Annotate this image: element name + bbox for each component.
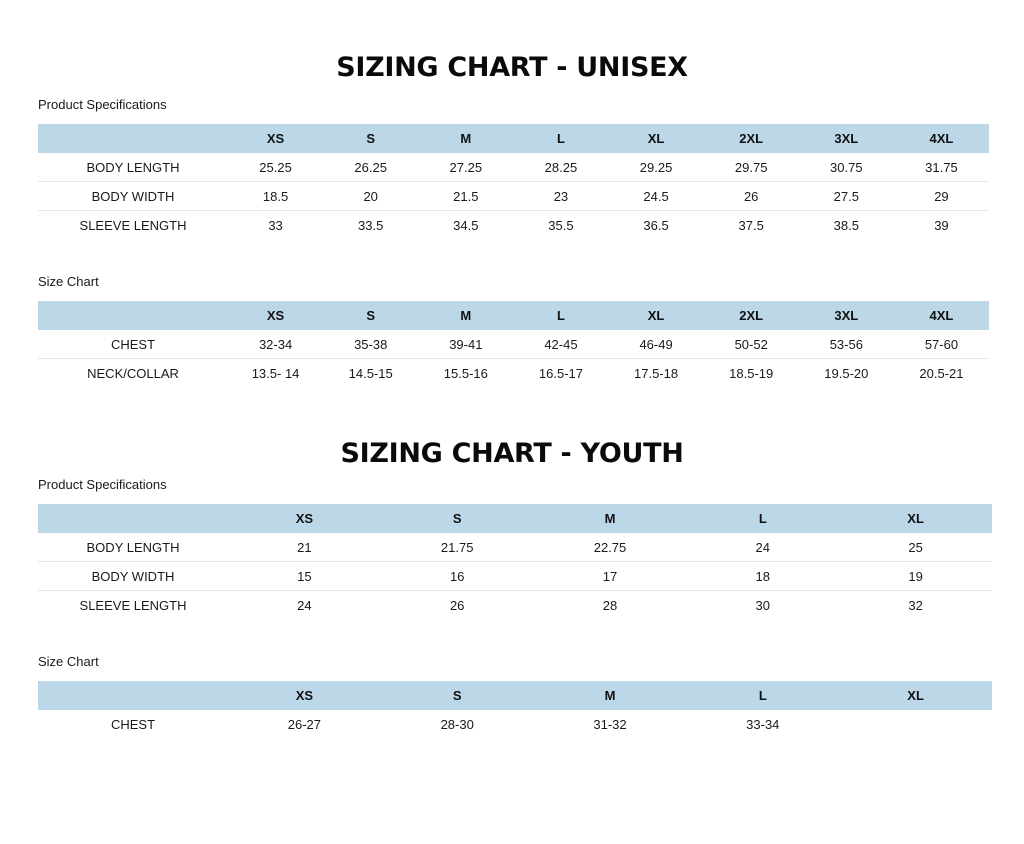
value-cell: 33.5	[358, 217, 384, 233]
size-header-m: M	[534, 504, 687, 533]
unisex-specs-caption: Product Specifications	[38, 97, 167, 112]
value-cell: 16	[381, 562, 534, 591]
value-cell: 26	[704, 182, 799, 211]
value-cell: 39-41	[418, 330, 513, 359]
header-row	[38, 124, 989, 153]
value-cell: 18.5	[228, 182, 323, 211]
size-header-m: M	[418, 301, 513, 330]
value-cell: 15.5-16	[443, 365, 488, 381]
header-blank-cell	[38, 301, 228, 330]
value-cell: 15	[228, 562, 381, 591]
value-cell: 50-52	[704, 330, 799, 359]
table-row	[38, 533, 992, 562]
size-header-xs: XS	[228, 124, 323, 153]
value-cell: 35.5	[548, 217, 574, 233]
value-cell: 26	[449, 597, 465, 613]
value-cell: 34.5	[453, 217, 479, 233]
value-cell: 19	[839, 562, 992, 591]
size-header-xs: XS	[228, 504, 381, 533]
size-header-xl: XL	[839, 681, 992, 710]
value-cell: 28	[602, 597, 618, 613]
row-label: BODY WIDTH	[38, 182, 228, 211]
value-cell: 16.5-17	[538, 365, 583, 381]
value-cell: 20	[323, 182, 418, 211]
header-row	[38, 301, 989, 330]
value-cell: 27.25	[418, 153, 513, 182]
row-label: SLEEVE LENGTH	[79, 597, 187, 613]
unisex-sizechart-table	[38, 301, 989, 387]
size-header-s: S	[323, 124, 418, 153]
value-cell: 57-60	[894, 330, 989, 359]
size-header-s: S	[323, 301, 418, 330]
value-cell: 25.25	[228, 153, 323, 182]
value-cell: 38.5	[833, 217, 859, 233]
size-header-xl: XL	[839, 504, 992, 533]
value-cell: 22.75	[534, 533, 687, 562]
value-cell: 53-56	[799, 330, 894, 359]
header-blank-cell	[38, 504, 228, 533]
value-cell: 13.5- 14	[251, 365, 300, 381]
value-cell: 27.5	[799, 182, 894, 211]
value-cell: 18.5-19	[729, 365, 774, 381]
youth-sizechart-caption: Size Chart	[38, 654, 99, 669]
size-header-s: S	[381, 681, 534, 710]
youth-sizechart-table	[38, 681, 992, 738]
value-cell: 24.5	[609, 182, 704, 211]
value-cell: 29	[894, 182, 989, 211]
size-header-2xl: 2XL	[704, 301, 799, 330]
value-cell: 30.75	[799, 153, 894, 182]
value-cell: 14.5-15	[348, 365, 393, 381]
header-blank-cell	[38, 681, 228, 710]
value-cell: 19.5-20	[824, 365, 869, 381]
size-header-l: L	[513, 124, 608, 153]
value-cell: 31-32	[593, 716, 627, 732]
size-header-s: S	[381, 504, 534, 533]
row-label: CHEST	[38, 330, 228, 359]
size-header-4xl: 4XL	[894, 124, 989, 153]
value-cell: 28.25	[513, 153, 608, 182]
value-cell: 39	[934, 217, 949, 233]
size-header-3xl: 3XL	[799, 124, 894, 153]
header-row	[38, 681, 992, 710]
value-cell: 24	[297, 597, 312, 613]
value-cell: 21	[228, 533, 381, 562]
unisex-sizechart-caption: Size Chart	[38, 274, 99, 289]
size-header-l: L	[686, 681, 839, 710]
size-header-m: M	[534, 681, 687, 710]
size-header-m: M	[418, 124, 513, 153]
value-cell: 20.5-21	[919, 365, 964, 381]
row-label: SLEEVE LENGTH	[79, 217, 187, 233]
value-cell: 28-30	[440, 716, 474, 732]
value-cell: 25	[839, 533, 992, 562]
table-row	[38, 211, 989, 240]
value-cell: 17	[534, 562, 687, 591]
table-row	[38, 359, 989, 388]
value-cell: 32-34	[228, 330, 323, 359]
size-header-xl: XL	[609, 124, 704, 153]
value-cell: 42-45	[513, 330, 608, 359]
size-header-2xl: 2XL	[704, 124, 799, 153]
size-header-xl: XL	[609, 301, 704, 330]
unisex-title: SIZING CHART - UNISEX	[336, 52, 688, 83]
youth-specs-table	[38, 504, 992, 619]
table-row	[38, 153, 989, 182]
value-cell: 21.75	[381, 533, 534, 562]
value-cell: 26.25	[323, 153, 418, 182]
value-cell: 26-27	[287, 716, 322, 732]
value-cell: 36.5	[643, 217, 669, 233]
table-row	[38, 591, 992, 620]
value-cell: 30	[755, 597, 771, 613]
value-cell: 46-49	[609, 330, 704, 359]
youth-specs-caption: Product Specifications	[38, 477, 167, 492]
value-cell: 21.5	[418, 182, 513, 211]
value-cell: 29.75	[704, 153, 799, 182]
unisex-specs-table	[38, 124, 989, 239]
value-cell: 23	[513, 182, 608, 211]
value-cell: 17.5-18	[634, 365, 679, 381]
header-row	[38, 504, 992, 533]
value-cell: 33	[268, 217, 283, 233]
size-header-xs: XS	[228, 301, 323, 330]
size-header-l: L	[513, 301, 608, 330]
table-row	[38, 330, 989, 359]
value-cell: 37.5	[738, 217, 764, 233]
size-header-xs: XS	[228, 681, 381, 710]
size-header-4xl: 4XL	[894, 301, 989, 330]
value-cell: 24	[686, 533, 839, 562]
value-cell: 29.25	[609, 153, 704, 182]
table-row	[38, 562, 992, 591]
value-cell: 32	[908, 597, 923, 613]
table-row	[38, 182, 989, 211]
value-cell: 33-34	[746, 716, 780, 732]
row-label: BODY LENGTH	[38, 153, 228, 182]
value-cell: 18	[686, 562, 839, 591]
youth-title: SIZING CHART - YOUTH	[340, 438, 684, 469]
row-label: BODY WIDTH	[38, 562, 228, 591]
size-header-l: L	[686, 504, 839, 533]
row-label: CHEST	[110, 716, 156, 732]
size-header-3xl: 3XL	[799, 301, 894, 330]
header-blank-cell	[38, 124, 228, 153]
row-label: BODY LENGTH	[38, 533, 228, 562]
value-cell: 35-38	[323, 330, 418, 359]
row-label: NECK/COLLAR	[87, 365, 179, 381]
value-cell	[839, 710, 992, 738]
table-row	[38, 710, 992, 738]
value-cell: 31.75	[894, 153, 989, 182]
